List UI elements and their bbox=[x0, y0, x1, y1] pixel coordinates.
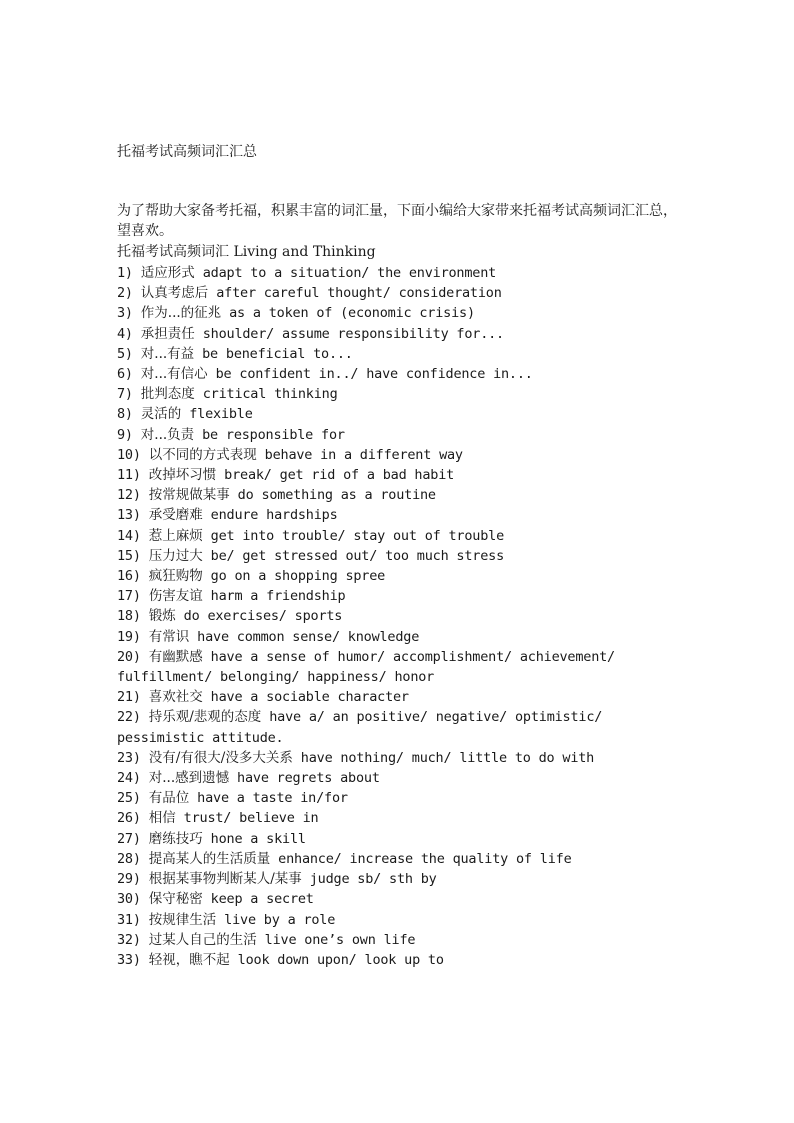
item-chinese-term: 轻视，瞧不起 bbox=[148, 951, 230, 968]
item-english-phrase: flexible bbox=[189, 406, 253, 423]
item-number: 33) bbox=[117, 951, 141, 968]
item-english-phrase: critical thinking bbox=[202, 386, 338, 403]
item-number: 15) bbox=[117, 547, 141, 564]
item-chinese-term: 有品位 bbox=[148, 790, 190, 807]
document-title: 托福考试高频词汇汇总 bbox=[117, 144, 257, 160]
vocabulary-item bbox=[117, 950, 697, 970]
item-english-phrase: get into trouble/ stay out of trouble bbox=[210, 527, 504, 544]
item-chinese-term: 承担责任 bbox=[140, 325, 195, 342]
vocabulary-item bbox=[117, 283, 697, 303]
item-chinese-term: 适应形式 bbox=[140, 265, 195, 281]
item-english-phrase: judge sb/ sth by bbox=[309, 871, 437, 888]
item-number: 6) bbox=[117, 366, 133, 383]
item-number: 24) bbox=[117, 770, 141, 787]
vocabulary-item bbox=[117, 930, 697, 950]
item-number: 21) bbox=[117, 689, 141, 706]
item-english-phrase: have a sense of humor/ accomplishment/ achievement/ fulfillment/ belonging/ happiness/ honor bbox=[117, 648, 615, 686]
item-number: 23) bbox=[117, 749, 141, 766]
item-number: 31) bbox=[117, 911, 141, 928]
vocabulary-item bbox=[117, 465, 697, 485]
item-chinese-term: 按规律生活 bbox=[148, 911, 217, 928]
vocabulary-item bbox=[117, 263, 697, 283]
intro-paragraph bbox=[117, 201, 687, 241]
item-number: 13) bbox=[117, 507, 141, 524]
item-english-phrase: enhance/ increase the quality of life bbox=[278, 850, 572, 867]
item-chinese-term: 对...有信心 bbox=[140, 366, 208, 383]
vocabulary-item bbox=[117, 445, 697, 465]
item-chinese-term: 按常规做某事 bbox=[148, 487, 230, 504]
item-chinese-term: 伤害友谊 bbox=[148, 588, 203, 605]
item-chinese-term: 承受磨难 bbox=[148, 507, 203, 524]
item-number: 32) bbox=[117, 931, 141, 948]
item-english-phrase: shoulder/ assume responsibility for... bbox=[202, 325, 504, 342]
vocabulary-item bbox=[117, 485, 697, 505]
item-number: 16) bbox=[117, 568, 141, 585]
item-number: 3) bbox=[117, 305, 133, 322]
item-chinese-term: 灵活的 bbox=[140, 406, 182, 423]
item-number: 8) bbox=[117, 406, 133, 423]
item-chinese-term: 疯狂购物 bbox=[148, 568, 203, 585]
vocabulary-item bbox=[117, 829, 697, 849]
item-english-phrase: have a taste in/for bbox=[197, 790, 348, 807]
item-number: 28) bbox=[117, 850, 141, 867]
item-number: 12) bbox=[117, 487, 141, 504]
item-chinese-term: 有幽默感 bbox=[148, 648, 203, 665]
item-chinese-term: 保守秘密 bbox=[148, 891, 203, 908]
vocabulary-item bbox=[117, 546, 697, 566]
item-chinese-term: 认真考虑后 bbox=[140, 285, 209, 302]
item-chinese-term: 根据某事物判断某人/某事 bbox=[148, 871, 302, 888]
item-english-phrase: have regrets about bbox=[237, 770, 380, 787]
item-number: 25) bbox=[117, 790, 141, 807]
item-english-phrase: look down upon/ look up to bbox=[237, 951, 444, 968]
vocabulary-item bbox=[117, 849, 697, 869]
item-chinese-term: 作为...的征兆 bbox=[140, 305, 222, 322]
item-number: 26) bbox=[117, 810, 141, 827]
intro-text: 为了帮助大家备考托福，积累丰富的词汇量，下面小编给大家带来托福考试高频词汇汇总，望喜欢。 bbox=[117, 203, 677, 239]
vocabulary-item bbox=[117, 384, 697, 404]
item-chinese-term: 磨练技巧 bbox=[148, 830, 203, 847]
vocabulary-item bbox=[117, 364, 697, 384]
vocabulary-item bbox=[117, 606, 697, 626]
item-english-phrase: be responsible for bbox=[202, 426, 345, 443]
item-number: 22) bbox=[117, 709, 141, 726]
item-english-phrase: have nothing/ much/ little to do with bbox=[300, 749, 595, 766]
item-english-phrase: harm a friendship bbox=[210, 588, 346, 605]
item-english-phrase: after careful thought/ consideration bbox=[216, 285, 502, 302]
item-english-phrase: have common sense/ knowledge bbox=[197, 628, 420, 645]
vocabulary-item bbox=[117, 586, 697, 606]
item-chinese-term: 没有/有很大/没多大关系 bbox=[148, 749, 293, 766]
item-english-phrase: live by a role bbox=[224, 911, 336, 928]
vocabulary-item bbox=[117, 303, 697, 323]
item-number: 9) bbox=[117, 426, 133, 443]
vocabulary-item bbox=[117, 344, 697, 364]
item-number: 27) bbox=[117, 830, 141, 847]
vocabulary-item bbox=[117, 526, 697, 546]
item-number: 18) bbox=[117, 608, 141, 625]
item-english-phrase: do something as a routine bbox=[237, 487, 436, 504]
item-number: 30) bbox=[117, 891, 141, 908]
item-chinese-term: 持乐观/悲观的态度 bbox=[148, 709, 262, 726]
item-chinese-term: 惹上麻烦 bbox=[148, 527, 203, 544]
item-chinese-term: 批判态度 bbox=[140, 386, 195, 403]
item-english-phrase: have a sociable character bbox=[210, 689, 409, 706]
vocabulary-item bbox=[117, 707, 697, 747]
item-number: 29) bbox=[117, 871, 141, 888]
item-chinese-term: 有常识 bbox=[148, 628, 190, 645]
item-number: 4) bbox=[117, 325, 133, 342]
item-number: 17) bbox=[117, 588, 141, 605]
item-chinese-term: 提高某人的生活质量 bbox=[148, 850, 271, 867]
item-number: 10) bbox=[117, 446, 141, 463]
item-chinese-term: 锻炼 bbox=[148, 608, 176, 625]
item-english-phrase: be/ get stressed out/ too much stress bbox=[210, 547, 504, 564]
section-heading: 托福考试高频词汇 Living and Thinking bbox=[117, 244, 376, 260]
item-number: 5) bbox=[117, 345, 133, 362]
vocabulary-item bbox=[117, 768, 697, 788]
vocabulary-item bbox=[117, 869, 697, 889]
item-number: 20) bbox=[117, 648, 141, 665]
item-chinese-term: 对...感到遗憾 bbox=[148, 770, 230, 787]
item-english-phrase: behave in a different way bbox=[264, 446, 463, 463]
item-english-phrase: be beneficial to... bbox=[202, 345, 353, 362]
item-chinese-term: 以不同的方式表现 bbox=[148, 446, 257, 463]
item-number: 19) bbox=[117, 628, 141, 645]
item-chinese-term: 喜欢社交 bbox=[148, 689, 203, 706]
item-english-phrase: trust/ believe in bbox=[183, 810, 319, 827]
item-english-phrase: endure hardships bbox=[210, 507, 338, 524]
item-number: 7) bbox=[117, 386, 133, 403]
vocabulary-item bbox=[117, 404, 697, 424]
vocabulary-item bbox=[117, 324, 697, 344]
vocabulary-item bbox=[117, 889, 697, 909]
item-chinese-term: 对...负责 bbox=[140, 426, 195, 443]
item-english-phrase: live one’s own life bbox=[264, 931, 416, 948]
item-chinese-term: 过某人自己的生活 bbox=[148, 931, 257, 948]
item-english-phrase: be confident in../ have confidence in... bbox=[215, 366, 533, 383]
item-chinese-term: 相信 bbox=[148, 810, 176, 827]
item-chinese-term: 改掉坏习惯 bbox=[148, 467, 217, 484]
item-english-phrase: break/ get rid of a bad habit bbox=[224, 467, 455, 484]
item-english-phrase: go on a shopping spree bbox=[210, 568, 386, 585]
vocabulary-item bbox=[117, 425, 697, 445]
item-english-phrase: hone a skill bbox=[210, 830, 306, 847]
item-english-phrase: keep a secret bbox=[210, 891, 314, 908]
vocabulary-item bbox=[117, 627, 697, 647]
item-english-phrase: do exercises/ sports bbox=[183, 608, 343, 625]
item-chinese-term: 压力过大 bbox=[148, 547, 203, 564]
item-number: 11) bbox=[117, 467, 141, 484]
vocabulary-item bbox=[117, 505, 697, 525]
vocabulary-item bbox=[117, 910, 697, 930]
item-number: 14) bbox=[117, 527, 141, 544]
item-english-phrase: as a token of (economic crisis) bbox=[229, 305, 475, 322]
item-english-phrase: adapt to a situation/ the environment bbox=[202, 265, 497, 281]
item-number: 1) bbox=[117, 265, 133, 281]
vocabulary-item bbox=[117, 566, 697, 586]
vocabulary-item bbox=[117, 647, 697, 687]
item-number: 2) bbox=[117, 285, 133, 302]
item-english-phrase: have a/ an positive/ negative/ optimistic/ pessimistic attitude. bbox=[117, 709, 603, 746]
vocabulary-item bbox=[117, 748, 697, 768]
vocabulary-list bbox=[117, 263, 697, 970]
vocabulary-item bbox=[117, 788, 697, 808]
vocabulary-item bbox=[117, 808, 697, 828]
vocabulary-item bbox=[117, 687, 697, 707]
item-chinese-term: 对...有益 bbox=[140, 345, 195, 362]
